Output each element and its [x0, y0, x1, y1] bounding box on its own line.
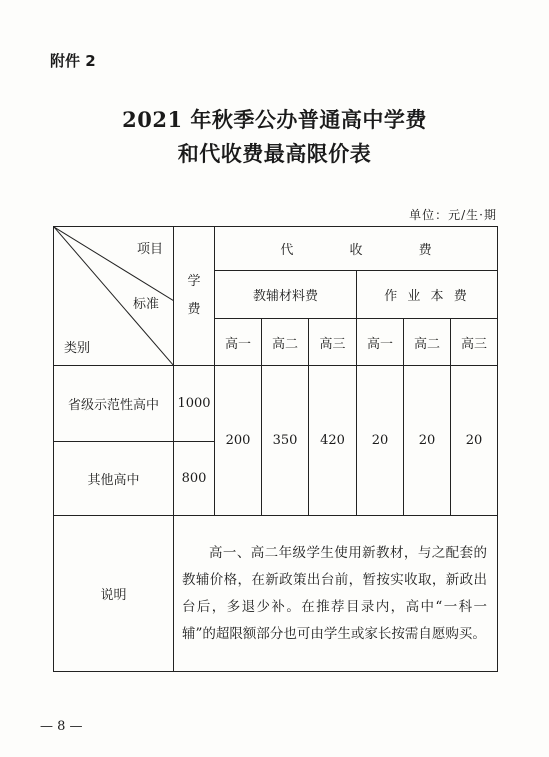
tuition-header: 学费	[187, 274, 201, 317]
fee-value-cell: 20	[451, 366, 498, 516]
collect-fee-header-cell	[215, 227, 498, 271]
note-text: 高一、高二年级学生使用新教材，与之配套的教辅价格，在新政策出台前，暂按实收取，新政出台后，多退少补。在推荐目录内，高中“一科一辅”的超限额部分也可由学生或家长按需自愿购买。	[174, 516, 498, 672]
table-row	[54, 366, 498, 442]
fee-value-cell: 350	[262, 366, 309, 516]
tuition-cell: 1000	[174, 366, 215, 442]
page-subtitle: 和代收费最高限价表	[177, 141, 372, 166]
attachment-label: 附件 2	[50, 52, 96, 70]
category-cell: 省级示范性高中	[54, 366, 174, 442]
category-cell: 其他高中	[54, 442, 174, 516]
fee-value-cell: 20	[404, 366, 451, 516]
page-title: 2021 年秋季公办普通高中学费	[122, 107, 427, 132]
page-number: — 8 —	[40, 719, 83, 734]
corner-category-label: 类别	[64, 341, 91, 356]
materials-header-cell	[215, 271, 357, 319]
corner-standard-label: 标准	[132, 297, 159, 312]
grade-header: 高三	[451, 319, 498, 366]
corner-item-label: 项目	[136, 242, 163, 257]
tuition-header-cell	[174, 227, 215, 366]
materials-header: 教辅材料费	[252, 289, 318, 304]
grade-header: 高二	[404, 319, 451, 366]
homework-header-cell	[357, 271, 498, 319]
grade-header: 高三	[309, 319, 357, 366]
fee-table	[53, 226, 498, 672]
note-row	[54, 516, 498, 672]
grade-header: 高一	[357, 319, 404, 366]
homework-header: 作 业 本 费	[384, 289, 470, 304]
tuition-cell: 800	[174, 442, 215, 516]
note-label: 说明	[54, 516, 174, 672]
unit-label: 单位：元/生·期	[409, 208, 497, 222]
fee-value-cell: 20	[357, 366, 404, 516]
fee-value-cell: 420	[309, 366, 357, 516]
fee-value-cell: 200	[215, 366, 262, 516]
grade-header: 高二	[262, 319, 309, 366]
collect-fee-header: 代 收 费	[280, 243, 458, 258]
grade-header: 高一	[215, 319, 262, 366]
corner-header-cell	[54, 227, 174, 366]
